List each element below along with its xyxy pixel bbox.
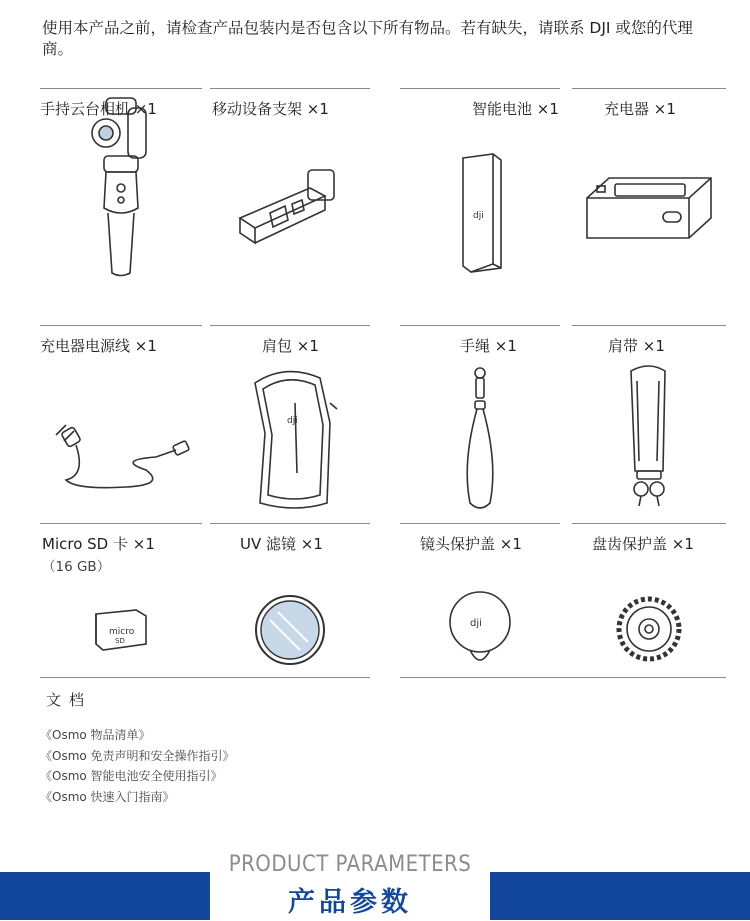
document-item: 《Osmo 快速入门指南》 — [40, 789, 175, 804]
shoulder-bag-icon — [235, 363, 345, 513]
battery-icon — [445, 148, 515, 278]
item-label: 盘齿保护盖 ×1 — [592, 535, 694, 553]
svg-text:dji: dji — [473, 211, 484, 221]
item-label: 手持云台相机 ×1 — [40, 100, 157, 118]
divider — [40, 677, 370, 678]
item-shoulder-strap — [572, 325, 726, 525]
item-label: 智能电池 ×1 — [472, 100, 559, 118]
item-micro-sd — [40, 523, 202, 678]
document-item: 《Osmo 免责声明和安全操作指引》 — [40, 748, 235, 763]
item-label: Micro SD 卡 ×1 — [42, 535, 155, 553]
gear-cap-icon — [614, 594, 684, 664]
document-item: 《Osmo 物品清单》 — [40, 728, 151, 742]
section-title-zh: 产品参数 — [288, 887, 412, 918]
item-label: 手绳 ×1 — [460, 337, 517, 355]
svg-text:dji: dji — [287, 416, 298, 426]
phone-holder-icon — [230, 158, 350, 258]
accent-bar-right — [490, 872, 750, 920]
item-battery — [400, 88, 560, 288]
divider — [40, 523, 202, 524]
section-header-product-parameters — [0, 850, 750, 921]
item-label: 肩带 ×1 — [608, 337, 665, 355]
divider — [210, 523, 370, 524]
documents-list — [40, 725, 235, 807]
item-gear-cap — [572, 523, 726, 678]
item-sublabel: （16 GB） — [42, 559, 111, 575]
accent-bar-left — [0, 872, 210, 920]
section-title-en: PRODUCT PARAMETERS — [228, 852, 472, 877]
item-shoulder-bag — [210, 325, 370, 525]
wrist-strap-icon — [460, 363, 500, 513]
svg-text:micro: micro — [109, 627, 135, 637]
divider — [40, 325, 202, 326]
document-item: 《Osmo 智能电池安全使用指引》 — [40, 769, 223, 783]
items-row-3 — [40, 523, 726, 678]
power-cable-icon — [46, 405, 196, 495]
item-phone-holder — [210, 88, 370, 288]
svg-text:dji: dji — [470, 618, 482, 629]
item-label: 镜头保护盖 ×1 — [420, 535, 522, 553]
svg-text:SD: SD — [115, 637, 125, 645]
intro-text: 使用本产品之前，请检查产品包装内是否包含以下所有物品。若有缺失，请联系 DJI 或您的代理商。 — [42, 19, 693, 58]
uv-filter-icon — [250, 590, 330, 670]
items-row-1 — [40, 88, 726, 288]
charger-icon — [579, 168, 719, 248]
item-lens-cap — [400, 523, 560, 678]
micro-sd-card-icon — [91, 604, 151, 654]
item-label: 充电器电源线 ×1 — [40, 337, 157, 355]
divider — [400, 523, 560, 524]
items-row-2 — [40, 325, 726, 525]
item-label: 移动设备支架 ×1 — [212, 100, 329, 118]
divider — [572, 523, 726, 524]
divider — [572, 325, 726, 326]
item-gimbal-camera — [40, 88, 202, 288]
divider — [210, 88, 370, 89]
divider — [572, 88, 726, 89]
item-label: UV 滤镜 ×1 — [240, 535, 323, 553]
item-power-cable — [40, 325, 202, 525]
item-wrist-strap — [400, 325, 560, 525]
divider — [210, 325, 370, 326]
item-uv-filter — [210, 523, 370, 678]
shoulder-strap-icon — [619, 361, 679, 511]
item-label: 肩包 ×1 — [262, 337, 319, 355]
gimbal-camera-icon — [76, 78, 166, 278]
item-label: 充电器 ×1 — [604, 100, 676, 118]
item-charger — [572, 88, 726, 288]
divider — [400, 677, 726, 678]
divider — [400, 325, 560, 326]
documents-title: 文档 — [46, 691, 93, 709]
divider — [400, 88, 560, 89]
lens-cap-icon — [440, 582, 520, 672]
